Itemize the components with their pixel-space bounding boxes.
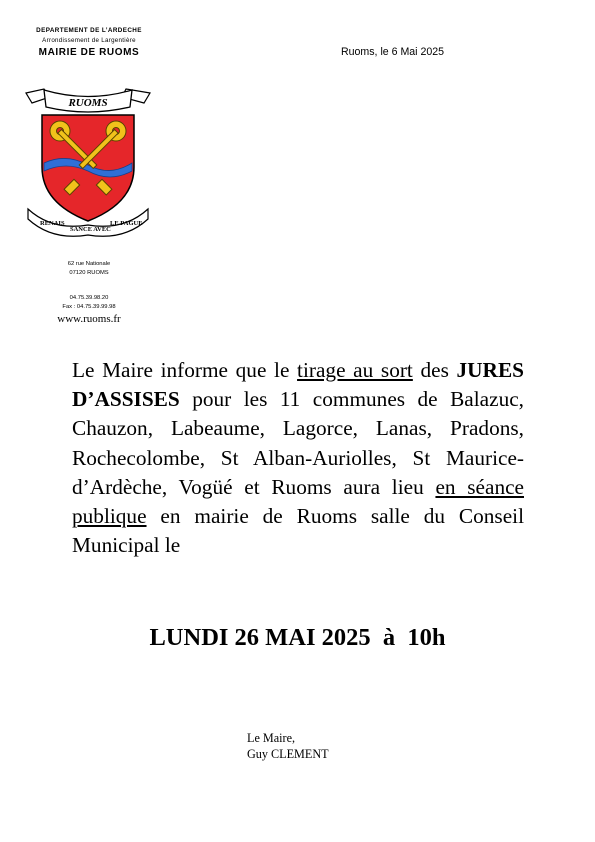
notice-communes: pour les 11 communes de Balazuc, Chauzon, Labeaume, Lagorce, Lanas, Pradons, Rochecolombe, St Alban-Auriolles, St Maurice-d’Ardèche, Vogüé et Ruoms aura lieu — [72, 387, 524, 499]
notice-tirage-underlined: tirage au sort — [297, 358, 413, 382]
notice-des: des — [412, 358, 457, 382]
department-name: DEPARTEMENT DE L’ARDECHE — [36, 27, 142, 34]
notice-intro: Le Maire informe que le — [72, 358, 298, 382]
website-link[interactable]: www.ruoms.fr — [57, 313, 121, 325]
signature-title: Le Maire, — [247, 731, 296, 745]
phone-number: 04.75.39.98.20 — [69, 295, 109, 301]
notice-end: en mairie de Ruoms salle du Conseil Municipal le — [72, 504, 524, 558]
address-line1: 62 rue Nationale — [67, 261, 111, 267]
arrondissement-name: Arrondissement de Largentière — [42, 37, 136, 44]
fax-number: Fax : 04.75.39.99.98 — [62, 304, 116, 310]
notice-seance-underlined: en séance publique — [72, 474, 524, 529]
crest-bottom-banner-left: RENAIS — [40, 220, 65, 227]
crest-bottom-banner-right: LE PAGUE — [110, 220, 143, 227]
crest-top-banner-text: RUOMS — [68, 97, 108, 109]
mairie-title: MAIRIE DE RUOMS — [38, 47, 140, 58]
ruoms-coat-of-arms — [22, 85, 154, 237]
signature-name: Guy CLEMENT — [247, 747, 329, 761]
notice-jures-bold: JURES D’ASSISES — [72, 358, 524, 412]
event-date-heading: LUNDI 26 MAI 2025 à 10h — [149, 624, 446, 651]
notice-paragraph — [72, 356, 524, 560]
address-line2: 07120 RUOMS — [69, 270, 109, 276]
crest-bottom-banner-mid: SANCE AVEC — [70, 226, 111, 233]
letter-dateline: Ruoms, le 6 Mai 2025 — [341, 46, 445, 58]
